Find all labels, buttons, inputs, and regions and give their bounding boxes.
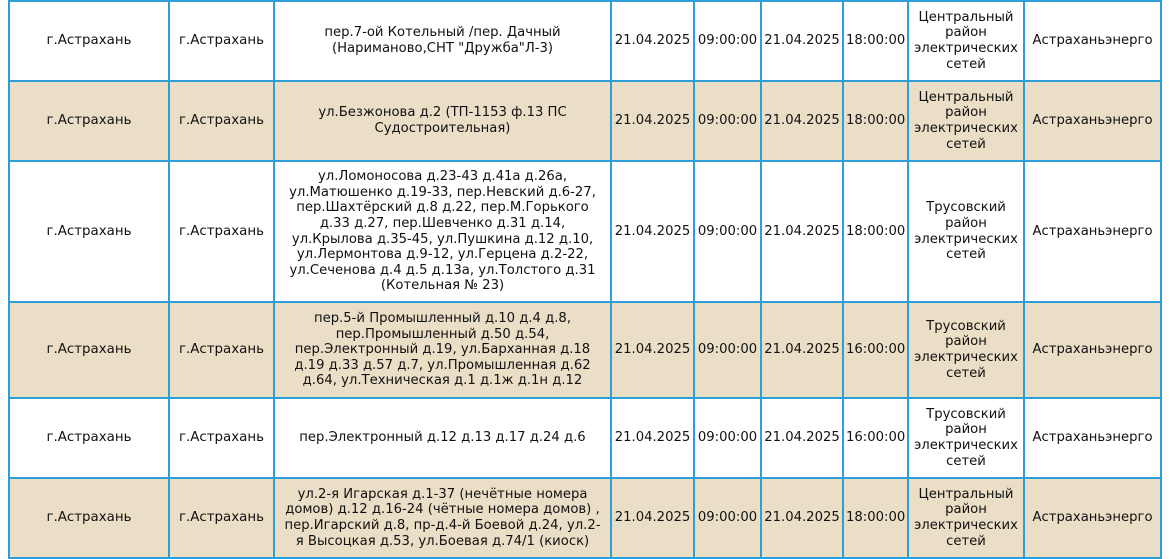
address-cell: ул.2-я Игарская д.1-37 (нечётные номера домов) д.12 д.16-24 (чётные номера домов) , пер.Игарский д.8, пр-д.4-й Боевой д.24, ул.2-я Высоцкая д.53, ул.Боевая д.74/1 (киоск) <box>274 478 611 558</box>
end-date-cell: 21.04.2025 <box>761 398 843 478</box>
start-time-cell: 09:00:00 <box>694 81 761 161</box>
organization-cell: Астраханьэнерго <box>1024 302 1161 398</box>
start-date-cell: 21.04.2025 <box>611 302 694 398</box>
address-cell: пер.Электронный д.12 д.13 д.17 д.24 д.6 <box>274 398 611 478</box>
address-cell: пер.7-ой Котельный /пер. Дачный (Нариманово,СНТ "Дружба"Л-3) <box>274 1 611 81</box>
outage-rows <box>9 1 1161 558</box>
end-date-cell: 21.04.2025 <box>761 1 843 81</box>
locality-cell: г.Астрахань <box>169 161 274 302</box>
locality-cell: г.Астрахань <box>169 1 274 81</box>
locality-cell: г.Астрахань <box>169 302 274 398</box>
table-row <box>9 302 1161 398</box>
end-time-cell: 18:00:00 <box>843 478 908 558</box>
end-time-cell: 18:00:00 <box>843 81 908 161</box>
address-cell: пер.5-й Промышленный д.10 д.4 д.8, пер.Промышленный д.50 д.54, пер.Электронный д.19, ул.Барханная д.18 д.19 д.33 д.57 д.7, ул.Промышленная д.62 д.64, ул.Техническая д.1 д.1ж д.1н д.12 <box>274 302 611 398</box>
district-cell: Центральный район электрических сетей <box>908 81 1024 161</box>
district-cell: Центральный район электрических сетей <box>908 478 1024 558</box>
table-row <box>9 398 1161 478</box>
outage-schedule-table <box>8 0 1162 559</box>
end-time-cell: 18:00:00 <box>843 161 908 302</box>
locality-cell: г.Астрахань <box>169 398 274 478</box>
city-cell: г.Астрахань <box>9 398 169 478</box>
end-date-cell: 21.04.2025 <box>761 478 843 558</box>
city-cell: г.Астрахань <box>9 478 169 558</box>
end-time-cell: 16:00:00 <box>843 302 908 398</box>
table-row <box>9 478 1161 558</box>
start-time-cell: 09:00:00 <box>694 478 761 558</box>
end-time-cell: 18:00:00 <box>843 1 908 81</box>
table-row <box>9 161 1161 302</box>
city-cell: г.Астрахань <box>9 161 169 302</box>
city-cell: г.Астрахань <box>9 81 169 161</box>
end-date-cell: 21.04.2025 <box>761 81 843 161</box>
district-cell: Центральный район электрических сетей <box>908 1 1024 81</box>
start-date-cell: 21.04.2025 <box>611 1 694 81</box>
address-cell: ул.Безжонова д.2 (ТП-1153 ф.13 ПС Судостроительная) <box>274 81 611 161</box>
end-date-cell: 21.04.2025 <box>761 161 843 302</box>
organization-cell: Астраханьэнерго <box>1024 1 1161 81</box>
start-time-cell: 09:00:00 <box>694 302 761 398</box>
city-cell: г.Астрахань <box>9 302 169 398</box>
table-row <box>9 1 1161 81</box>
start-date-cell: 21.04.2025 <box>611 81 694 161</box>
organization-cell: Астраханьэнерго <box>1024 398 1161 478</box>
start-date-cell: 21.04.2025 <box>611 478 694 558</box>
start-time-cell: 09:00:00 <box>694 161 761 302</box>
end-date-cell: 21.04.2025 <box>761 302 843 398</box>
end-time-cell: 16:00:00 <box>843 398 908 478</box>
start-time-cell: 09:00:00 <box>694 398 761 478</box>
locality-cell: г.Астрахань <box>169 478 274 558</box>
table-row <box>9 81 1161 161</box>
organization-cell: Астраханьэнерго <box>1024 478 1161 558</box>
locality-cell: г.Астрахань <box>169 81 274 161</box>
city-cell: г.Астрахань <box>9 1 169 81</box>
district-cell: Трусовский район электрических сетей <box>908 161 1024 302</box>
district-cell: Трусовский район электрических сетей <box>908 398 1024 478</box>
start-time-cell: 09:00:00 <box>694 1 761 81</box>
start-date-cell: 21.04.2025 <box>611 161 694 302</box>
organization-cell: Астраханьэнерго <box>1024 81 1161 161</box>
start-date-cell: 21.04.2025 <box>611 398 694 478</box>
address-cell: ул.Ломоносова д.23-43 д.41а д.26а, ул.Матюшенко д.19-33, пер.Невский д.6-27, пер.Шахтёрский д.8 д.22, пер.М.Горького д.33 д.27, пер.Шевченко д.31 д.14, ул.Крылова д.35-45, ул.Пушкина д.12 д.10, ул.Лермонтова д.9-12, ул.Герцена д.2-22, ул.Сеченова д.4 д.5 д.13а, ул.Толстого д.31 (Котельная № 23) <box>274 161 611 302</box>
organization-cell: Астраханьэнерго <box>1024 161 1161 302</box>
district-cell: Трусовский район электрических сетей <box>908 302 1024 398</box>
